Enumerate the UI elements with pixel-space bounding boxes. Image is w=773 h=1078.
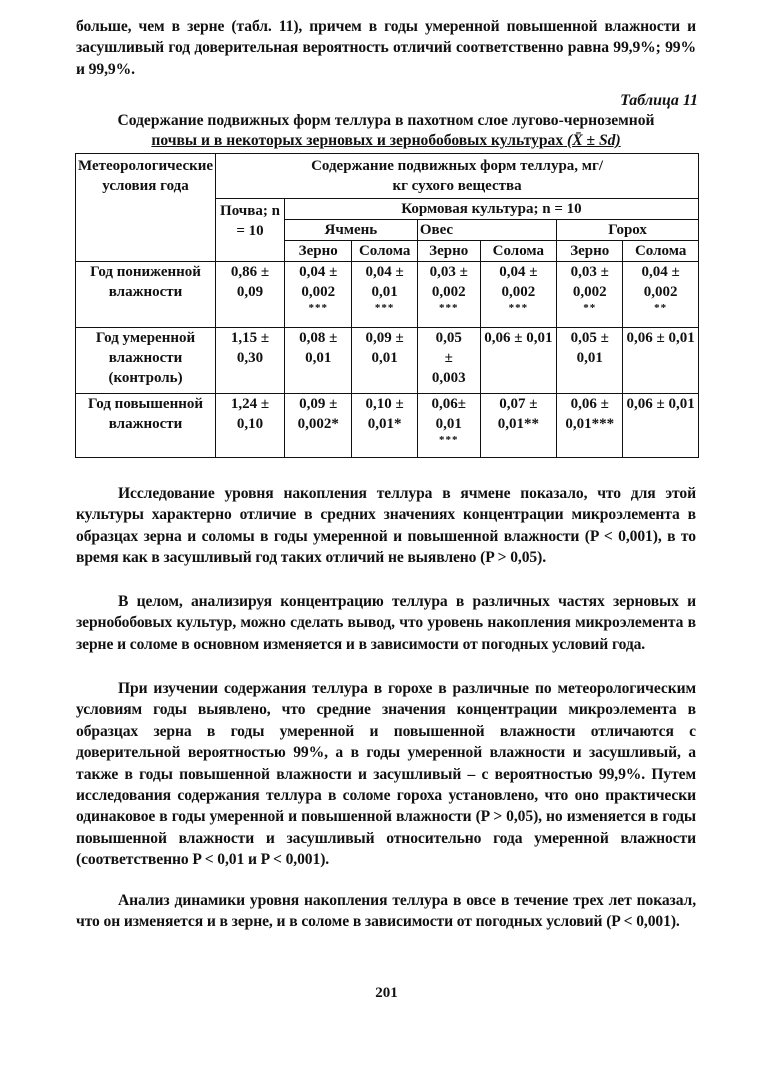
cell-barley-grain: 0,09 ± 0,002* bbox=[284, 394, 352, 458]
cell-peas-straw: 0,06 ± 0,01 bbox=[623, 328, 699, 394]
header-oats: Овес bbox=[417, 220, 556, 241]
cell-oats-straw: 0,07 ± 0,01** bbox=[480, 394, 557, 458]
body-paragraph bbox=[76, 678, 696, 871]
row-condition: Год повышенной влажности bbox=[76, 394, 216, 458]
body-paragraph bbox=[76, 591, 696, 655]
body-paragraph bbox=[76, 483, 696, 569]
cell-value: 0,03 ± 0,002 bbox=[570, 264, 609, 300]
significance-mark: *** bbox=[438, 434, 459, 446]
header-barley: Ячмень bbox=[284, 220, 417, 241]
table-label: Таблица 11 bbox=[620, 92, 698, 109]
cell-oats-straw bbox=[480, 262, 557, 328]
cell-barley-grain bbox=[284, 262, 352, 328]
caption-line-2 bbox=[151, 132, 620, 149]
header-content: Содержание подвижных форм теллура, мг/ кг сухого вещества bbox=[216, 154, 699, 199]
header-crop: Кормовая культура; n = 10 bbox=[284, 199, 698, 220]
significance-mark: *** bbox=[438, 302, 459, 314]
caption-line-2-text: почвы и в некоторых зерновых и зернобобовых культурах bbox=[151, 132, 564, 149]
paragraph-text: В целом, анализируя концентрацию теллура в различных частях зерновых и зернобобовых культур, можно сделать вывод, что уровень накопления микроэлемента в зерне и соломе в основном изменяется и в зависимости от погодных условий года. bbox=[76, 593, 696, 653]
cell-peas-straw: 0,06 ± 0,01 bbox=[623, 394, 699, 458]
significance-mark: ** bbox=[654, 302, 668, 314]
header-peas: Горох bbox=[557, 220, 699, 241]
cell-barley-straw bbox=[352, 262, 417, 328]
significance-mark: *** bbox=[508, 302, 529, 314]
cell-value: 0,06± 0,01 bbox=[431, 396, 466, 432]
cell-value: 0,04 ± 0,002 bbox=[499, 264, 538, 300]
header-barley-straw: Солома bbox=[352, 241, 417, 262]
header-peas-grain: Зерно bbox=[557, 241, 623, 262]
paragraph-text: Анализ динамики уровня накопления теллура в овсе в течение трех лет показал, что он изменяется и в зерне, и в соломе в зависимости от погодных условий (P < 0,001). bbox=[76, 892, 696, 931]
cell-oats-straw: 0,06 ± 0,01 bbox=[480, 328, 557, 394]
cell-value: 0,04 ± 0,002 bbox=[641, 264, 680, 300]
header-peas-straw: Солома bbox=[623, 241, 699, 262]
table-row bbox=[76, 262, 699, 328]
header-oats-straw: Солома bbox=[480, 241, 557, 262]
table-caption bbox=[74, 111, 698, 151]
paragraph-text: При изучении содержания теллура в горохе в различные по метеорологическим условиям годы выявлено, что средние значения концентрации микроэлемента в образцах зерна в годы умеренной и повышенной влажности отличаются с доверительной вероятностью 99%, а в годы умеренной влажности и засушливый, а также в годы повышенной влажности и засушливый – с вероятностью 99,9%. Путем исследования содержания теллура в соломе гороха установлено, что оно практически одинаковое в годы умеренной и повышенной влажности (P > 0,05), но изменяется в годы повышенной влажности и засушливый относительно года умеренной влажности (соответственно P < 0,01 и P < 0,001). bbox=[76, 680, 696, 869]
cell-peas-grain: 0,05 ± 0,01 bbox=[557, 328, 623, 394]
row-condition: Год умеренной влажности (контроль) bbox=[76, 328, 216, 394]
cell-oats-grain bbox=[417, 262, 480, 328]
cell-value: 0,04 ± 0,002 bbox=[299, 264, 338, 300]
row-condition: Год пониженной влажности bbox=[76, 262, 216, 328]
page-number: 201 bbox=[375, 985, 398, 1001]
cell-barley-straw: 0,10 ± 0,01* bbox=[352, 394, 417, 458]
cell-peas-grain bbox=[557, 262, 623, 328]
cell-value: 0,04 ± 0,01 bbox=[365, 264, 404, 300]
cell-soil: 1,15 ± 0,30 bbox=[216, 328, 285, 394]
cell-soil: 0,86 ± 0,09 bbox=[216, 262, 285, 328]
data-table bbox=[75, 153, 699, 458]
caption-line-2-suffix: (X̄ ± Sd) bbox=[567, 132, 621, 149]
cell-peas-straw bbox=[623, 262, 699, 328]
cell-barley-straw: 0,09 ± 0,01 bbox=[352, 328, 417, 394]
significance-mark: *** bbox=[308, 302, 328, 314]
table-row bbox=[76, 394, 699, 458]
header-barley-grain: Зерно bbox=[284, 241, 352, 262]
body-paragraph bbox=[76, 890, 696, 933]
table-row bbox=[76, 328, 699, 394]
cell-value: 0,03 ± 0,002 bbox=[429, 264, 468, 300]
paragraph-text: Исследование уровня накопления теллура в ячмене показало, что для этой культуры характерно отличие в средних значениях концентрации микроэлемента в образцах зерна и соломы в годы умеренной и повышенной влажности (P < 0,001), в то время как в засушливый год таких отличий не выявлено (P > 0,05). bbox=[76, 485, 696, 567]
cell-barley-grain: 0,08 ± 0,01 bbox=[284, 328, 352, 394]
significance-mark: *** bbox=[374, 302, 395, 314]
header-meteo: Метеорологические условия года bbox=[76, 154, 216, 262]
cell-oats-grain bbox=[417, 394, 480, 458]
significance-mark: ** bbox=[583, 302, 597, 314]
caption-line-1: Содержание подвижных форм теллура в пахотном слое лугово-черноземной bbox=[117, 112, 655, 129]
header-oats-grain: Зерно bbox=[417, 241, 480, 262]
cell-peas-grain: 0,06 ± 0,01*** bbox=[557, 394, 623, 458]
intro-paragraph: больше, чем в зерне (табл. 11), причем в годы умеренной повышенной влажности и засушливый год доверительная вероятность отличий соответственно равна 99,9%; 99% и 99,9%. bbox=[76, 18, 696, 78]
cell-soil: 1,24 ± 0,10 bbox=[216, 394, 285, 458]
cell-oats-grain: 0,05 ± 0,003 bbox=[417, 328, 480, 394]
header-soil: Почва; n = 10 bbox=[216, 199, 285, 262]
